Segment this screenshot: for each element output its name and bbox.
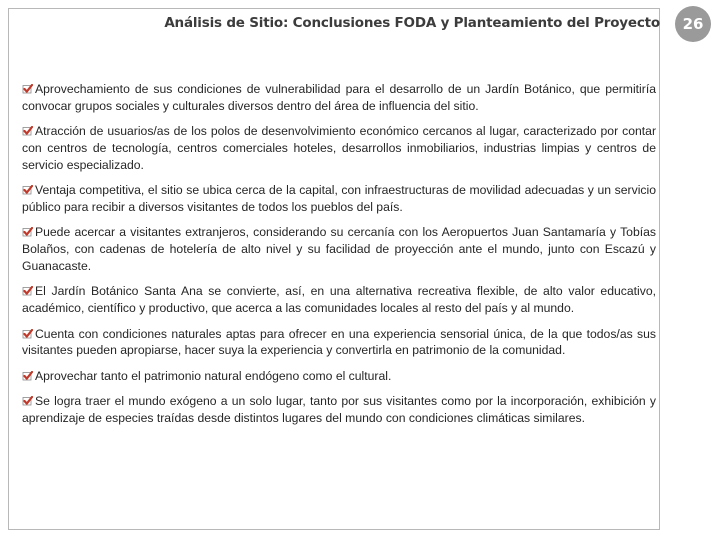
checkbox-mark-icon xyxy=(22,284,33,294)
checkbox-mark-icon xyxy=(22,225,33,235)
bullet-item xyxy=(22,368,656,385)
slide-title: Análisis de Sitio: Conclusiones FODA y Planteamiento del Proyecto xyxy=(164,15,660,31)
bullet-item xyxy=(22,182,656,216)
checkbox-mark-icon xyxy=(22,394,33,404)
bullet-text: Se logra traer el mundo exógeno a un solo lugar, tanto por sus visitantes como por la incorporación, exhibición y aprendizaje de especies traídas desde distintos lugares del mundo con condiciones climáticas similares. xyxy=(22,394,656,425)
page-number-badge xyxy=(675,6,711,42)
checkbox-mark-icon xyxy=(22,82,33,92)
bullet-text: Ventaja competitiva, el sitio se ubica cerca de la capital, con infraestructuras de movilidad adecuadas y un servicio público para recibir a diversos visitantes de todos los pueblos del país. xyxy=(22,183,656,214)
bullet-text: Cuenta con condiciones naturales aptas para ofrecer en una experiencia sensorial única, de la que todos/as sus visitantes pueden apropiarse, hacer suya la experiencia y convertirla en patrimonio de la comunidad. xyxy=(22,326,656,358)
bullet-item xyxy=(22,123,656,173)
bullet-text: El Jardín Botánico Santa Ana se convierte, así, en una alternativa recreativa flexible, de alto valor educativo, académico, científico y productivo, que acerca a las comunidades locales al resto del país y al mundo. xyxy=(22,284,656,316)
bullet-text: Atracción de usuarios/as de los polos de desenvolvimiento económico cercanos al lugar, caracterizado por contar con centros de tecnología, centros comerciales hoteles, desarrollos inmobiliarios, industrias limpias y centros de servicio especializado. xyxy=(22,124,656,172)
bullet-item xyxy=(22,81,656,115)
bullet-text: Aprovechar tanto el patrimonio natural endógeno como el cultural. xyxy=(35,368,392,383)
checkbox-mark-icon xyxy=(22,183,33,193)
bullet-item xyxy=(22,326,656,360)
bullet-item xyxy=(22,224,656,274)
checkbox-mark-icon xyxy=(22,124,33,134)
bullet-list xyxy=(22,81,656,435)
bullet-text: Puede acercar a visitantes extranjeros, considerando su cercanía con los Aeropuertos Juan Santamaría y Tobías Bolaños, con cadenas de hotelería de alto nivel y su facilidad de proyección ante el mundo, junto con Escazú y Guanacaste. xyxy=(22,225,656,273)
bullet-text: Aprovechamiento de sus condiciones de vulnerabilidad para el desarrollo de un Jardín Botánico, que permitiría convocar grupos sociales y culturales diversos dentro del área de influencia del sitio. xyxy=(22,82,656,113)
checkbox-mark-icon xyxy=(22,369,33,379)
page-number: 26 xyxy=(682,15,704,33)
bullet-item xyxy=(22,393,656,427)
checkbox-mark-icon xyxy=(22,327,33,337)
bullet-item xyxy=(22,283,656,317)
